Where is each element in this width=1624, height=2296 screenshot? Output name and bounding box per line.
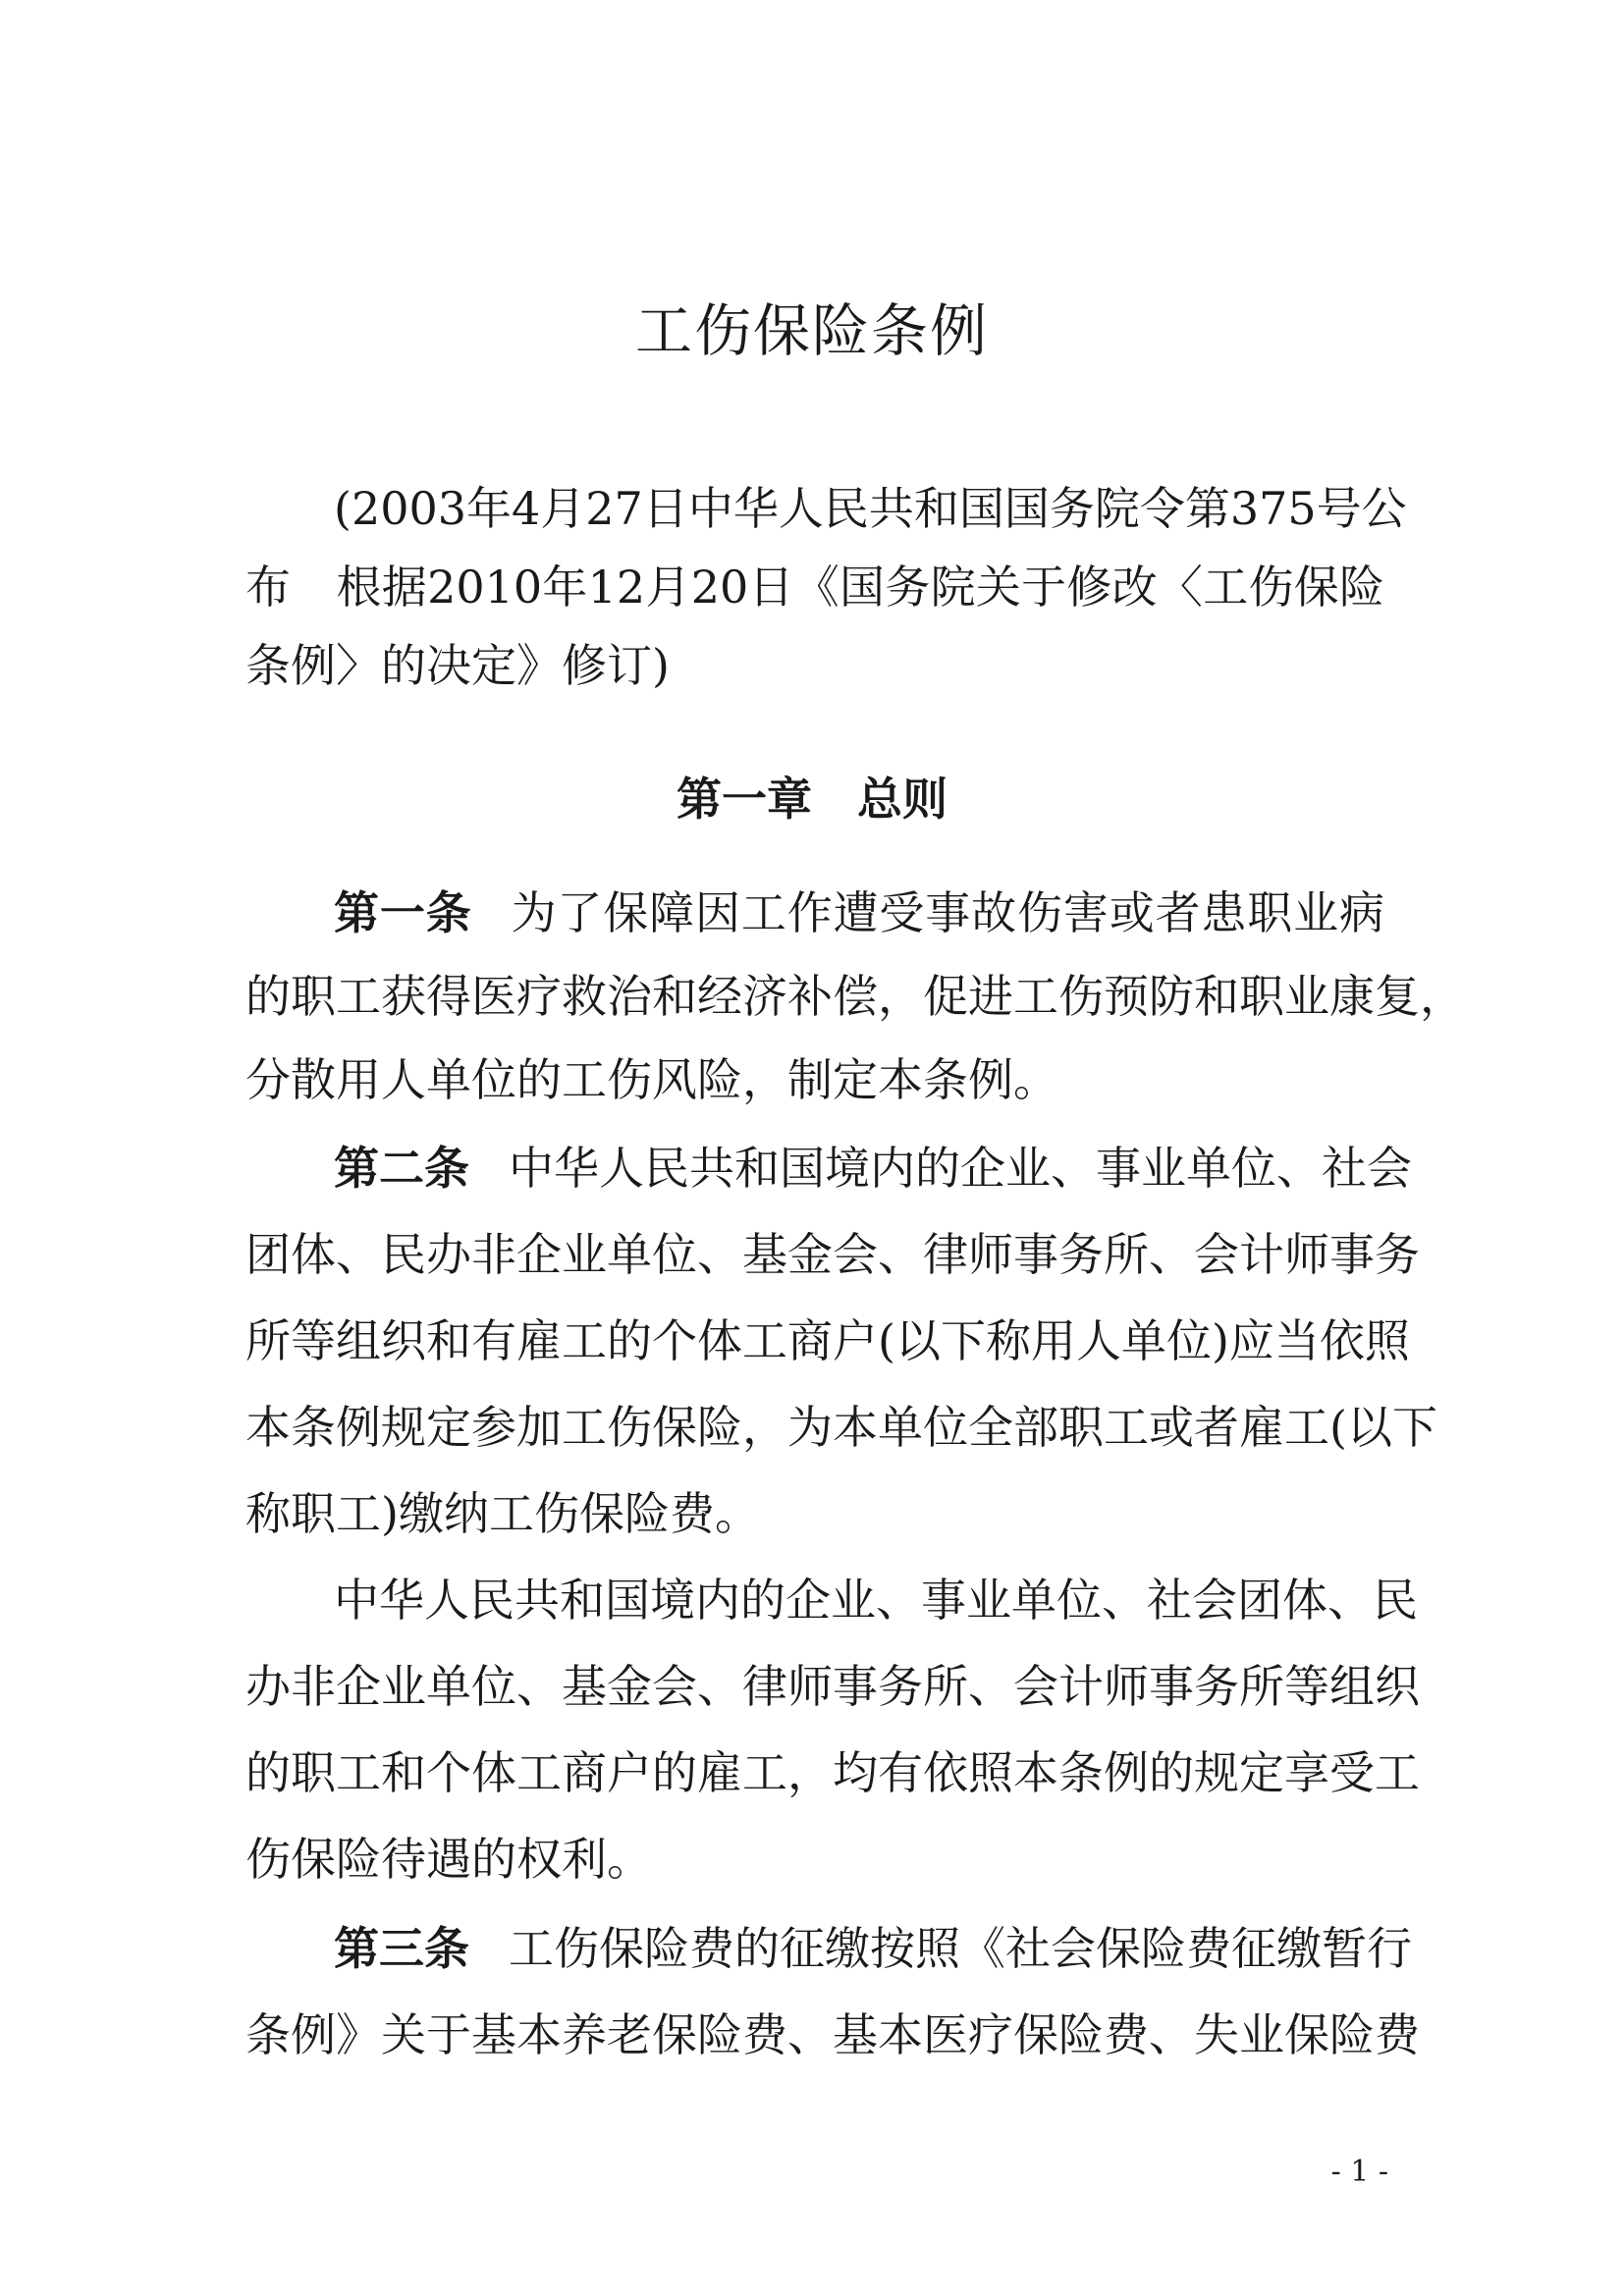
article-text: 伤保险待遇的权利。 [245, 1833, 652, 1886]
article-text: 称职工)缴纳工伤保险费。 [245, 1487, 760, 1540]
article-text: 所等组织和有雇工的个体工商户(以下称用人单位)应当依照 [245, 1314, 1410, 1367]
preamble-line: 条例〉的决定》修订) [245, 639, 670, 692]
article-text: 的职工获得医疗救治和经济补偿，促进工伤预防和职业康复， [245, 970, 1465, 1023]
preamble-line: 布 根据2010年12月20日《国务院关于修改〈工伤保险 [245, 561, 1384, 614]
article-text: 团体、民办非企业单位、基金会、律师事务所、会计师事务 [245, 1228, 1420, 1281]
page-number: - 1 - [1330, 2155, 1388, 2189]
article-1-first-line [334, 883, 1384, 942]
chapter-heading: 第一章 总则 [677, 773, 947, 826]
article-text: 为了保障因工作遭受事故伤害或者患职业病 [511, 886, 1385, 939]
article-text: 分散用人单位的工伤风险，制定本条例。 [245, 1053, 1058, 1106]
article-text: 中华人民共和国境内的企业、事业单位、社会 [509, 1142, 1412, 1195]
article-text: 本条例规定参加工伤保险，为本单位全部职工或者雇工(以下 [245, 1401, 1437, 1454]
article-3-first-line [334, 1919, 1412, 1978]
article-text: 条例》关于基本养老保险费、基本医疗保险费、失业保险费 [245, 2008, 1420, 2061]
article-text: 中华人民共和国境内的企业、事业单位、社会团体、民 [334, 1574, 1418, 1627]
article-2-label: 第二条 [334, 1142, 469, 1195]
article-text: 办非企业单位、基金会、律师事务所、会计师事务所等组织 [245, 1660, 1420, 1713]
article-2-first-line [334, 1139, 1412, 1198]
article-text: 的职工和个体工商户的雇工，均有依照本条例的规定享受工 [245, 1746, 1420, 1799]
preamble-line: (2003年4月27日中华人民共和国国务院令第375号公 [334, 482, 1407, 535]
article-1-label: 第一条 [334, 886, 472, 939]
article-text: 工伤保险费的征缴按照《社会保险费征缴暂行 [509, 1922, 1412, 1975]
document-title: 工伤保险条例 [634, 297, 989, 364]
article-3-label: 第三条 [334, 1922, 469, 1975]
